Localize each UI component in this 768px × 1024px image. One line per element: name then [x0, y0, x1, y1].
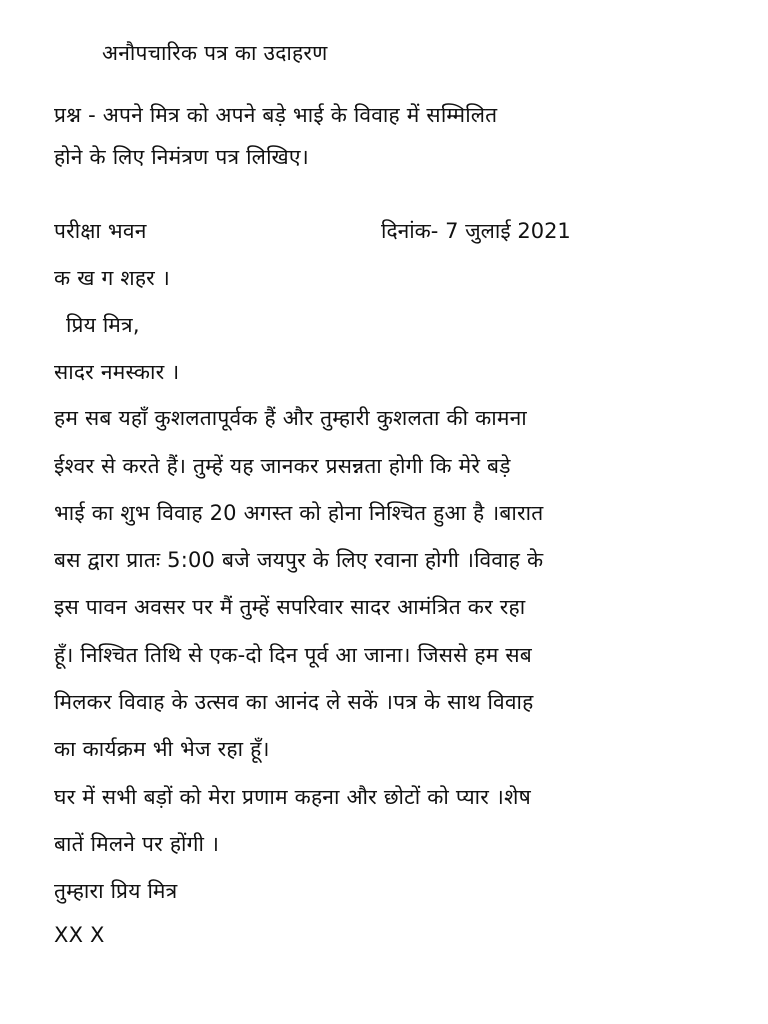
body-line: मिलकर विवाह के उत्सव का आनंद ले सकें ।पत्र के साथ विवाह	[54, 690, 534, 714]
body-line: हम सब यहाँ कुशलतापूर्वक हैं और तुम्हारी कुशलता की कामना	[54, 406, 527, 430]
body-line: घर में सभी बड़ों को मेरा प्रणाम कहना और छोटों को प्यार ।शेष	[54, 785, 531, 809]
closing: तुम्हारा प्रिय मित्र	[54, 879, 178, 903]
body-line: का कार्यक्रम भी भेज रहा हूँ।	[54, 737, 270, 761]
signature: XX X	[54, 923, 105, 947]
body-line: इस पावन अवसर पर मैं तुम्हें सपरिवार सादर आमंत्रित कर रहा	[54, 595, 526, 619]
salutation: प्रिय मित्र,	[66, 313, 140, 337]
body-line: भाई का शुभ विवाह 20 अगस्त को होना निश्चित हुआ है ।बारात	[54, 501, 544, 525]
question-line-1: प्रश्न - अपने मित्र को अपने बड़े भाई के विवाह में सम्मिलित	[54, 103, 498, 127]
sender-address-line-2: क ख ग शहर ।	[54, 266, 171, 290]
body-line: ईश्वर से करते हैं। तुम्हें यह जानकर प्रसन्नता होगी कि मेरे बड़े	[54, 454, 511, 478]
greeting: सादर नमस्कार ।	[54, 360, 180, 384]
body-line: हूँ। निश्चित तिथि से एक-दो दिन पूर्व आ जाना। जिससे हम सब	[54, 643, 532, 667]
page-title: अनौपचारिक पत्र का उदाहरण	[102, 41, 328, 65]
body-line: बस द्वारा प्रातः 5:00 बजे जयपुर के लिए रवाना होगी ।विवाह के	[54, 548, 544, 572]
sender-address-line-1: परीक्षा भवन	[54, 219, 147, 243]
letter-date: दिनांक- 7 जुलाई 2021	[381, 219, 571, 243]
body-line: बातें मिलने पर होंगी ।	[54, 832, 220, 856]
question-line-2: होने के लिए निमंत्रण पत्र लिखिए।	[54, 145, 309, 169]
